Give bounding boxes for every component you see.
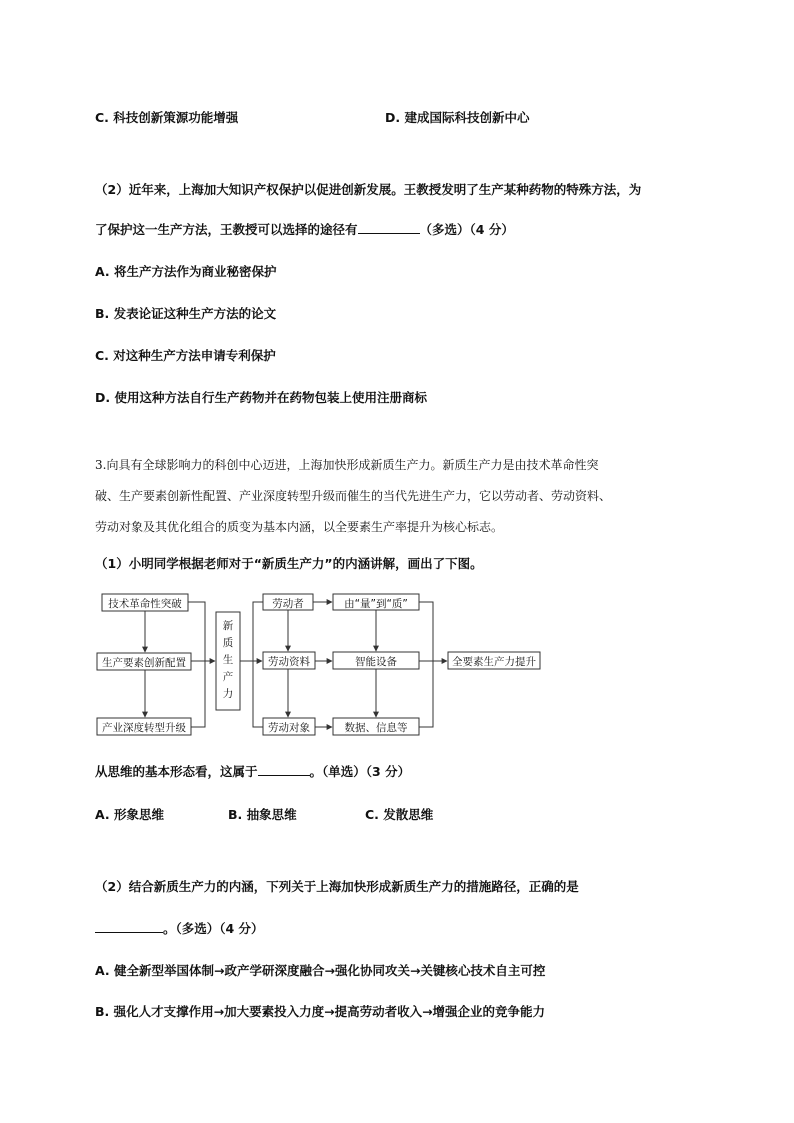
- label-tech-breakthrough: 技术革命性突破: [108, 598, 182, 610]
- q3-sub1-question: [95, 763, 410, 781]
- answer-blank[interactable]: [95, 920, 163, 933]
- label-industry-upgrade: 产业深度转型升级: [102, 722, 186, 734]
- label-center-1: 新: [222, 620, 234, 632]
- q3-sub1-intro: （1）小明同学根据老师对于“新质生产力”的内涵讲解，画出了下图。: [95, 556, 483, 571]
- label-center-5: 力: [222, 688, 234, 700]
- q3-para-line2: 破、生产要素创新性配置、产业深度转型升级而催生的当代先进生产力，它以劳动者、劳动资料、: [95, 489, 612, 503]
- q2-line1: （2）近年来，上海加大知识产权保护以促进创新发展。王教授发明了生产某种药物的特殊方法，为: [95, 182, 642, 197]
- q2-option-d: D. 使用这种方法自行生产药物并在药物包装上使用注册商标: [95, 390, 427, 405]
- q3-sub1-option-b: B. 抽象思维: [228, 807, 297, 822]
- q3-sub2-option-b: B. 强化人才支撑作用→加大要素投入力度→提高劳动者收入→增强企业的竞争能力: [95, 1004, 546, 1019]
- answer-blank[interactable]: [258, 763, 310, 776]
- label-factor-allocation: 生产要素创新配置: [102, 657, 186, 669]
- label-center-4: 产: [222, 671, 234, 683]
- q2-line2-text: 了保护这一生产方法，王教授可以选择的途径有: [95, 222, 358, 237]
- label-labor-object: 劳动对象: [268, 722, 310, 734]
- label-quantity-to-quality: 由“量”到“质”: [344, 598, 408, 610]
- label-laborer: 劳动者: [272, 598, 304, 610]
- q2-option-b: B. 发表论证这种生产方法的论文: [95, 306, 277, 321]
- q2-line2-tail: （多选）（4 分）: [419, 222, 514, 237]
- option-d: D. 建成国际科技创新中心: [385, 110, 530, 125]
- label-center-3: 生: [222, 654, 234, 666]
- q3-sub2-line2: [95, 920, 264, 938]
- label-data-info: 数据、信息等: [344, 722, 408, 734]
- option-c: C. 科技创新策源功能增强: [95, 110, 239, 125]
- q3-sub2-line2-tail: 。（多选）（4 分）: [163, 921, 264, 936]
- q3-sub1-question-tail: 。（单选）（3 分）: [309, 764, 411, 779]
- q3-sub2-option-a: A. 健全新型举国体制→政产学研深度融合→强化协同攻关→关键核心技术自主可控: [95, 963, 546, 978]
- q2-option-c: C. 对这种生产方法申请专利保护: [95, 348, 276, 363]
- q3-sub1-question-text: 从思维的基本形态看，这属于: [95, 764, 258, 779]
- label-smart-equipment: 智能设备: [355, 656, 397, 668]
- q2-option-a: A. 将生产方法作为商业秘密保护: [95, 264, 277, 279]
- q3-sub1-option-c: C. 发散思维: [365, 807, 434, 822]
- label-labor-means: 劳动资料: [268, 656, 310, 668]
- label-total-factor: 全要素生产力提升: [452, 656, 536, 668]
- label-center-2: 质: [222, 637, 234, 649]
- q3-sub1-option-a: A. 形象思维: [95, 807, 165, 822]
- q3-para-line3: 劳动对象及其优化组合的质变为基本内涵，以全要素生产率提升为核心标志。: [95, 520, 504, 534]
- q3-sub2-line1: （2）结合新质生产力的内涵，下列关于上海加快形成新质生产力的措施路径，正确的是: [95, 879, 579, 894]
- q3-para-line1: 3.向具有全球影响力的科创中心迈进，上海加快形成新质生产力。新质生产力是由技术革命性突: [95, 458, 599, 472]
